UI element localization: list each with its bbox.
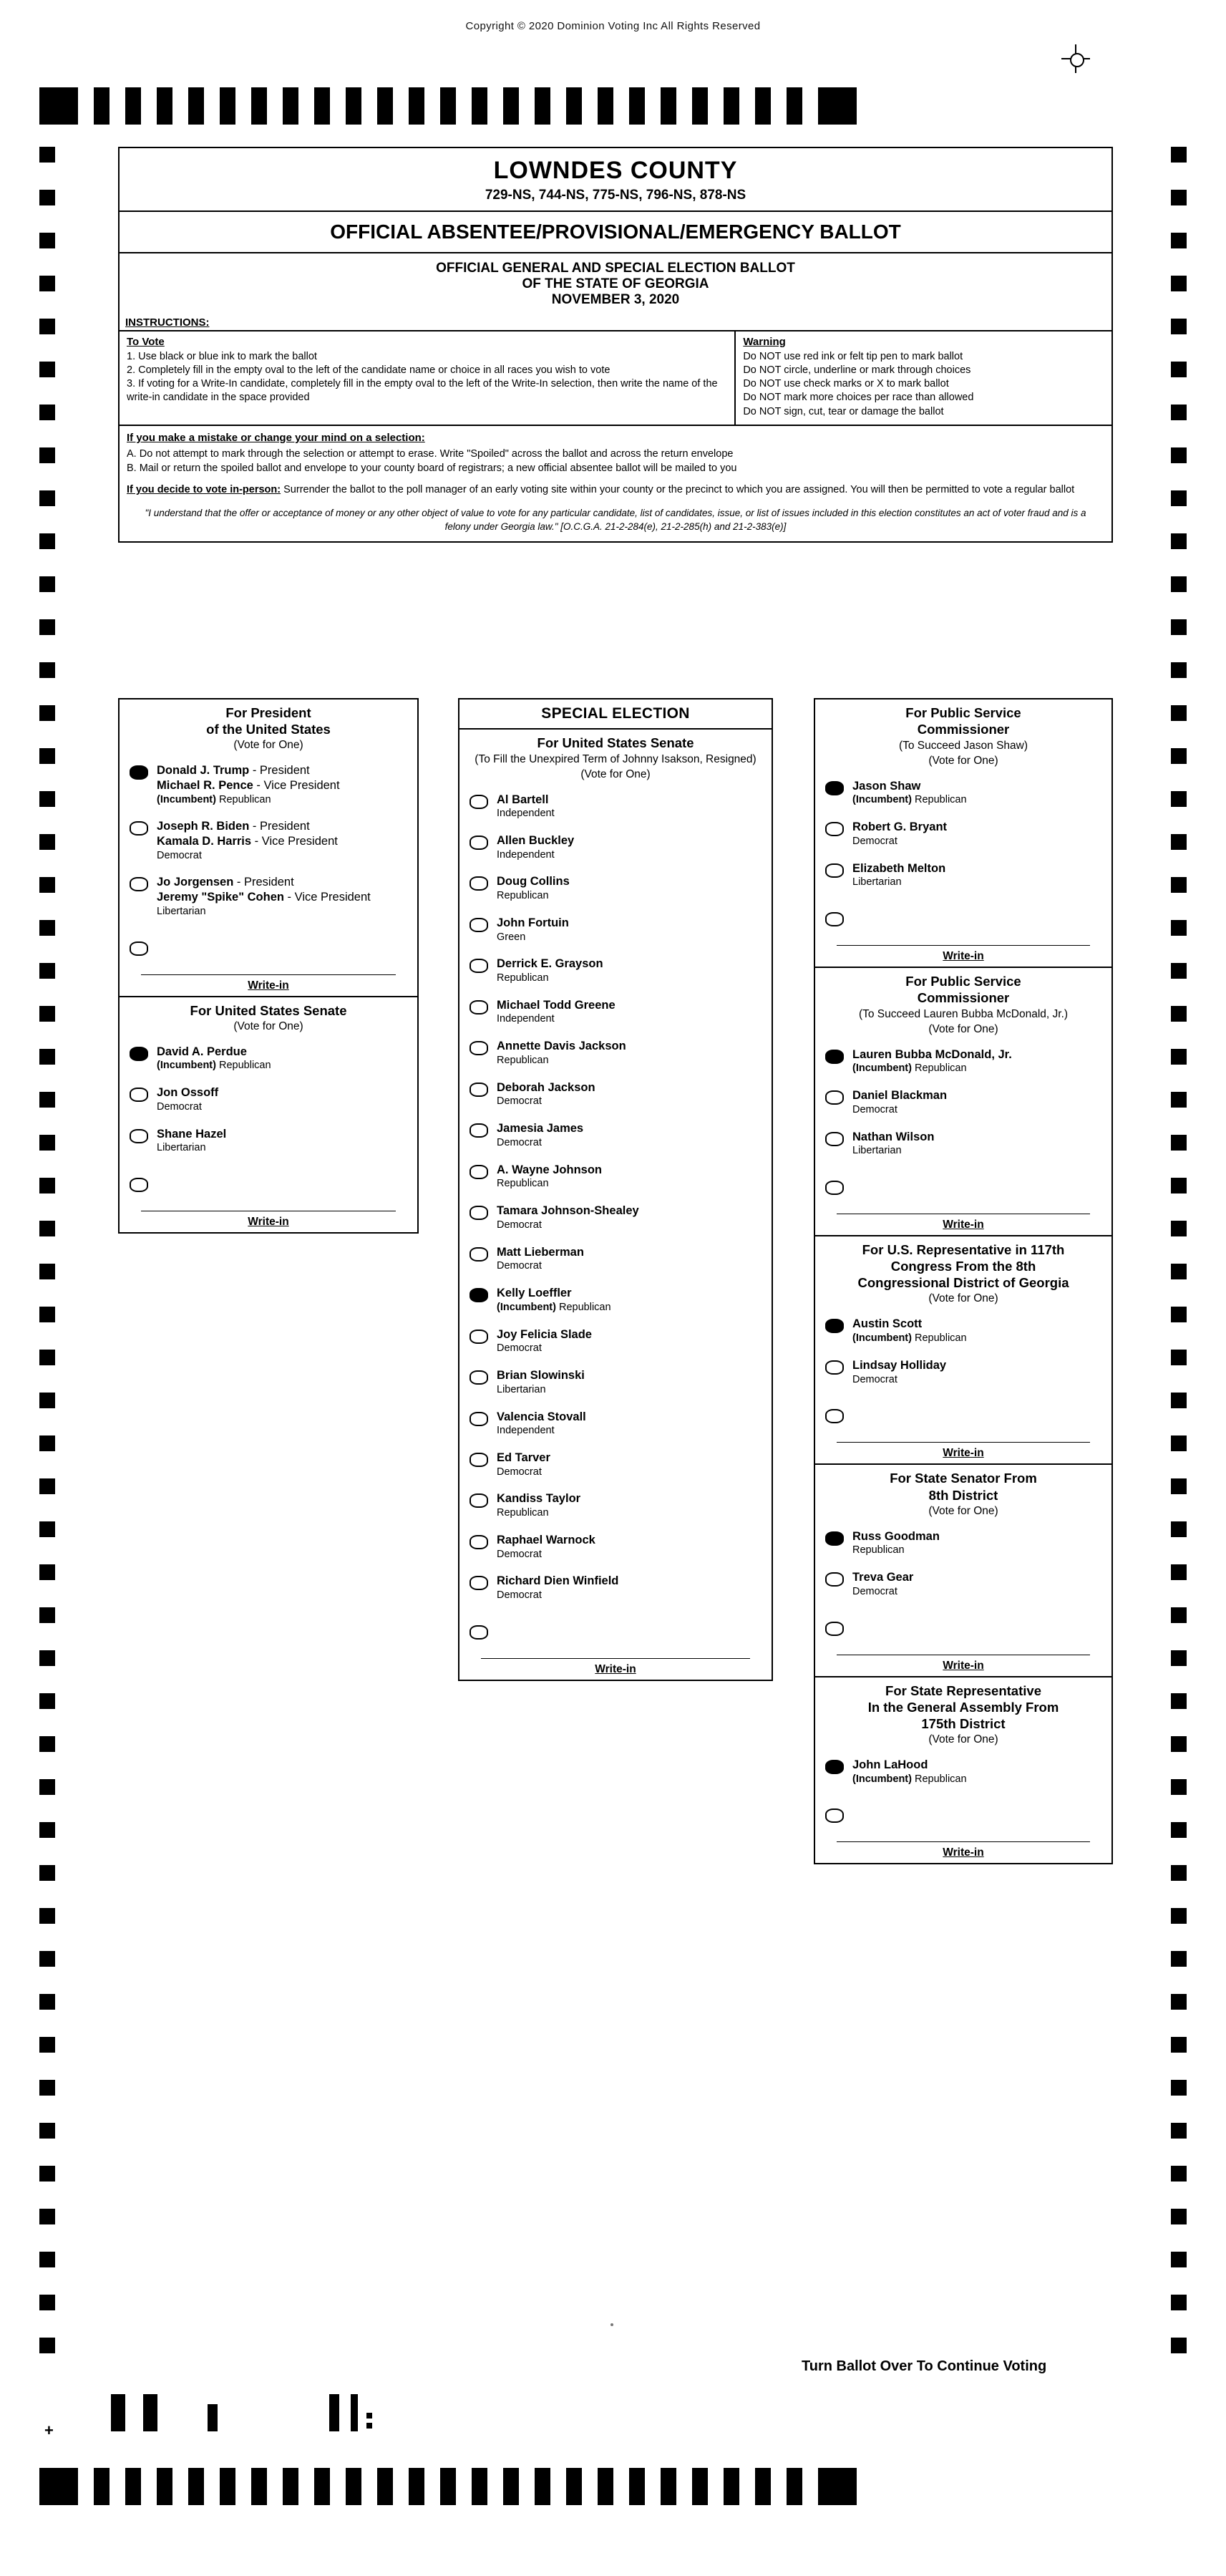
warning-line: Do NOT circle, underline or mark through choices <box>743 364 971 377</box>
candidate-name: Jon Ossoff <box>157 1086 219 1100</box>
vote-oval[interactable] <box>470 1535 488 1549</box>
party-label: Democrat <box>497 1589 542 1602</box>
party-label: Democrat <box>497 1136 542 1148</box>
party-label: Democrat <box>497 1342 542 1355</box>
timing-marks-right <box>1171 147 1187 2381</box>
candidate-option[interactable] <box>815 1564 1111 1604</box>
candidate-name: Kandiss Taylor <box>497 1492 581 1506</box>
vote-oval-filled[interactable] <box>825 1531 844 1546</box>
contest-title: For United States Senate <box>190 1002 347 1018</box>
write-in-area[interactable] <box>120 925 417 979</box>
write-in-label: Write-in <box>943 1659 984 1672</box>
candidate-name: Nathan Wilson <box>852 1130 935 1143</box>
candidate-option[interactable] <box>459 909 772 950</box>
candidate-name: Deborah Jackson <box>497 1080 595 1094</box>
vote-oval-write-in[interactable] <box>470 1625 488 1640</box>
election-date: NOVEMBER 3, 2020 <box>551 292 680 307</box>
contest-psc-mcdonald <box>814 968 1113 1236</box>
candidate-name: Jason Shaw <box>852 779 921 793</box>
candidate-name: Jo Jorgensen <box>157 876 234 889</box>
party-label: Libertarian <box>852 876 902 888</box>
timing-marks-bottom <box>39 2468 857 2505</box>
contest-title: For State Senator From 8th District <box>890 1471 1037 1503</box>
vote-oval[interactable] <box>825 1360 844 1375</box>
candidate-name: Shane Hazel <box>157 1127 227 1141</box>
write-in-line[interactable] <box>141 974 396 975</box>
candidate-name: Derrick E. Grayson <box>497 957 603 971</box>
mistake-line-a: A. Do not attempt to mark through the selection or attempt to erase. Write "Spoiled" across the ballot and across the return envelope <box>127 447 734 460</box>
to-vote-line: 1. Use black or blue ink to mark the ballot <box>127 351 317 362</box>
vote-for-instruction: (Vote for One) <box>233 739 303 752</box>
party-label: Libertarian <box>157 1142 206 1154</box>
party-label: Republican <box>497 972 549 984</box>
party-label: Republican <box>915 1773 967 1785</box>
vote-oval[interactable] <box>825 822 844 836</box>
candidate-name: Valencia Stovall <box>497 1410 586 1423</box>
candidate-option[interactable] <box>459 1197 772 1238</box>
candidate-name: Austin Scott <box>852 1317 923 1331</box>
contest-us-senate-special <box>458 730 773 1681</box>
party-label: Independent <box>497 808 555 820</box>
write-in-label: Write-in <box>595 1662 636 1675</box>
party-label: Democrat <box>852 1373 897 1385</box>
vote-oval[interactable] <box>470 1370 488 1385</box>
vote-oval[interactable] <box>470 1165 488 1179</box>
party-label: Republican <box>852 1544 905 1556</box>
vote-oval-write-in[interactable] <box>825 912 844 926</box>
voter-fraud-oath: "I understand that the offer or acceptance of money or any other object of value to vote for any particular candidate, list of candidates, issue, or list of issues included in this election constitutes an act of voter fraud and is a felony under Georgia law." [O.C.G.A. 21-2-284(e), 21-2-285(h) and 21-2-383(e)] <box>145 507 1086 533</box>
party-label: Republican <box>219 793 271 805</box>
candidate-option[interactable] <box>459 1279 772 1320</box>
plus-mark-icon: + <box>44 2421 54 2439</box>
vote-oval[interactable] <box>470 795 488 809</box>
vote-oval[interactable] <box>130 1129 148 1143</box>
party-label: Republican <box>915 1332 967 1345</box>
candidate-option[interactable] <box>815 1751 1111 1792</box>
party-label: Republican <box>497 890 549 902</box>
timing-marks-top <box>39 87 857 125</box>
candidate-name: Tamara Johnson-Shealey <box>497 1204 639 1218</box>
copyright-notice: Copyright © 2020 Dominion Voting Inc All Rights Reserved <box>465 20 761 32</box>
incumbent-tag: (Incumbent) <box>852 1773 912 1785</box>
incumbent-tag: (Incumbent) <box>852 794 912 806</box>
vote-oval-filled[interactable] <box>825 1760 844 1774</box>
candidate-name: Annette Davis Jackson <box>497 1040 626 1053</box>
candidate-option[interactable] <box>459 868 772 909</box>
vote-oval-write-in[interactable] <box>825 1808 844 1823</box>
incumbent-tag: (Incumbent) <box>852 1062 912 1075</box>
write-in-label: Write-in <box>943 1219 984 1231</box>
vote-oval-write-in[interactable] <box>825 1622 844 1636</box>
party-label: Republican <box>219 1060 271 1072</box>
contest-subtitle: (To Succeed Lauren Bubba McDonald, Jr.) <box>858 1008 1069 1021</box>
candidate-name: Brian Slowinski <box>497 1369 585 1383</box>
mistake-title: If you make a mistake or change your mind on a selection: <box>127 431 425 444</box>
write-in-label: Write-in <box>248 979 289 992</box>
party-label: Democrat <box>497 1219 542 1231</box>
candidate-name: Raphael Warnock <box>497 1533 595 1546</box>
precinct-codes: 729-NS, 744-NS, 775-NS, 796-NS, 878-NS <box>485 188 746 203</box>
warning-line: Do NOT use red ink or felt tip pen to mark ballot <box>743 351 963 362</box>
candidate-name: Ed Tarver <box>497 1451 550 1464</box>
vote-oval-filled[interactable] <box>130 1047 148 1061</box>
write-in-area[interactable] <box>815 1605 1111 1660</box>
vote-oval[interactable] <box>470 1000 488 1015</box>
candidate-role: - President <box>249 820 310 833</box>
vote-oval[interactable] <box>130 821 148 836</box>
candidate-name: A. Wayne Johnson <box>497 1163 602 1176</box>
contest-state-senator <box>814 1465 1113 1677</box>
candidate-name: David A. Perdue <box>157 1045 247 1058</box>
running-mate-name: Michael R. Pence <box>157 778 253 792</box>
ballot-subtitle-2: OF THE STATE OF GEORGIA <box>522 276 709 291</box>
party-label: Republican <box>497 1178 549 1190</box>
candidate-name: Michael Todd Greene <box>497 998 616 1012</box>
candidate-name: Lauren Bubba McDonald, Jr. <box>852 1047 1012 1061</box>
candidate-name: Allen Buckley <box>497 833 575 847</box>
to-vote-line: 3. If voting for a Write-In candidate, completely fill in the empty oval to the left of the Write-In selection, then write the name of the write-in candidate in the space provided <box>127 378 718 404</box>
write-in-line[interactable] <box>481 1658 750 1659</box>
running-mate-name: Kamala D. Harris <box>157 834 252 848</box>
column-2 <box>458 698 773 1681</box>
contest-title: For President of the United States <box>206 705 331 737</box>
vote-for-instruction: (Vote for One) <box>233 1020 303 1032</box>
to-vote-line: 2. Completely fill in the empty oval to the left of the candidate name or choice in all races you wish to vote <box>127 364 610 377</box>
candidate-name: Lindsay Holliday <box>852 1358 947 1372</box>
candidate-name: Elizabeth Melton <box>852 861 946 875</box>
candidate-option[interactable] <box>120 868 417 924</box>
party-label: Republican <box>915 794 967 806</box>
candidate-option[interactable] <box>815 855 1111 896</box>
candidate-name: Jamesia James <box>497 1122 584 1136</box>
vote-oval[interactable] <box>470 836 488 850</box>
write-in-area[interactable] <box>815 1393 1111 1447</box>
warning-line: Do NOT sign, cut, tear or damage the ballot <box>743 405 944 417</box>
vote-oval-write-in[interactable] <box>130 941 148 956</box>
vote-oval[interactable] <box>470 876 488 891</box>
candidate-option[interactable] <box>459 1156 772 1197</box>
turn-ballot-instruction: Turn Ballot Over To Continue Voting <box>802 2358 1047 2374</box>
vote-for-instruction: (Vote for One) <box>928 1504 998 1517</box>
party-label: Independent <box>497 848 555 861</box>
candidate-option[interactable] <box>459 1444 772 1485</box>
candidate-option[interactable] <box>120 1079 417 1120</box>
vote-oval[interactable] <box>470 1247 488 1262</box>
write-in-area[interactable] <box>120 1161 417 1216</box>
candidate-name: Al Bartell <box>497 793 549 806</box>
party-label: Democrat <box>497 1548 542 1560</box>
to-vote-instructions <box>120 331 734 425</box>
vote-for-instruction: (Vote for One) <box>928 1733 998 1745</box>
contest-title: For Public Service Commissioner <box>905 705 1021 737</box>
candidate-option[interactable] <box>120 813 417 868</box>
vote-oval-filled[interactable] <box>825 781 844 795</box>
vote-oval-filled[interactable] <box>825 1050 844 1064</box>
vote-oval[interactable] <box>470 1123 488 1138</box>
vote-oval[interactable] <box>470 1206 488 1220</box>
running-mate-role: - Vice President <box>253 778 340 792</box>
vote-oval[interactable] <box>470 1330 488 1344</box>
candidate-option[interactable] <box>815 1310 1111 1351</box>
write-in-line[interactable] <box>837 1841 1090 1842</box>
page-speck <box>610 2323 613 2326</box>
vote-oval[interactable] <box>470 1041 488 1055</box>
party-label: Libertarian <box>157 905 206 917</box>
contest-title: For U.S. Representative in 117th Congress From the 8th Congressional District of Georgia <box>857 1242 1069 1291</box>
instructions-block <box>120 330 1111 426</box>
contest-president <box>118 698 419 997</box>
write-in-area[interactable] <box>815 1164 1111 1219</box>
candidate-name: Kelly Loeffler <box>497 1287 572 1300</box>
county-name: LOWNDES COUNTY <box>493 157 738 184</box>
vote-oval[interactable] <box>470 1083 488 1097</box>
vote-oval[interactable] <box>470 1412 488 1426</box>
candidate-option[interactable] <box>459 786 772 827</box>
party-label: Democrat <box>497 1466 542 1478</box>
candidate-name: Joseph R. Biden <box>157 820 250 833</box>
party-label: Independent <box>497 1425 555 1437</box>
candidate-name: Daniel Blackman <box>852 1089 948 1103</box>
incumbent-tag: (Incumbent) <box>157 1060 216 1072</box>
write-in-line[interactable] <box>837 945 1090 946</box>
vote-oval[interactable] <box>470 959 488 973</box>
contest-state-representative <box>814 1677 1113 1865</box>
incumbent-tag: (Incumbent) <box>157 793 216 805</box>
candidate-option[interactable] <box>459 1567 772 1608</box>
warning-title: Warning <box>743 336 786 348</box>
candidate-option[interactable] <box>459 1321 772 1362</box>
party-label: Republican <box>559 1301 611 1313</box>
write-in-area[interactable] <box>459 1609 772 1663</box>
warning-line: Do NOT mark more choices per race than allowed <box>743 392 974 404</box>
column-3 <box>814 698 1113 1864</box>
write-in-area[interactable] <box>815 1792 1111 1846</box>
vote-oval[interactable] <box>825 1132 844 1146</box>
party-label: Green <box>497 931 526 943</box>
party-label: Democrat <box>852 1585 897 1597</box>
candidate-option[interactable] <box>815 1123 1111 1164</box>
party-label: Democrat <box>157 849 202 861</box>
running-mate-role: - Vice President <box>283 891 371 904</box>
column-1 <box>118 698 419 1234</box>
vote-oval[interactable] <box>825 1090 844 1105</box>
candidate-option[interactable] <box>459 1032 772 1073</box>
contest-title: For United States Senate <box>537 735 694 750</box>
candidate-option[interactable] <box>459 950 772 991</box>
contest-psc-shaw <box>814 698 1113 968</box>
candidate-option[interactable] <box>459 992 772 1032</box>
vote-oval[interactable] <box>825 863 844 878</box>
candidate-option[interactable] <box>815 773 1111 813</box>
candidate-name: Joy Felicia Slade <box>497 1327 592 1341</box>
mistake-instructions <box>120 426 1111 479</box>
candidate-option[interactable] <box>459 1403 772 1444</box>
ballot-type-title: OFFICIAL ABSENTEE/PROVISIONAL/EMERGENCY BALLOT <box>330 221 901 243</box>
party-label: Democrat <box>852 835 897 847</box>
party-label: Republican <box>497 1507 549 1519</box>
candidate-role: - President <box>233 876 294 889</box>
party-label: Libertarian <box>852 1145 902 1157</box>
timing-marks-bottom-partial <box>43 2391 401 2441</box>
party-label: Democrat <box>497 1260 542 1272</box>
candidate-option[interactable] <box>120 1120 417 1161</box>
warning-line: Do NOT use check marks or X to mark ballot <box>743 378 949 390</box>
vote-oval-write-in[interactable] <box>825 1181 844 1195</box>
in-person-text: Surrender the ballot to the poll manager of an early voting site within your county or the precinct to which you are assigned. You will then be permitted to vote a regular ballot <box>283 484 1075 496</box>
instructions-label: INSTRUCTIONS: <box>125 316 210 329</box>
candidate-role: - President <box>249 764 310 778</box>
contest-title: For State Representative In the General Assembly From 175th District <box>867 1682 1059 1731</box>
candidate-option[interactable] <box>459 1362 772 1403</box>
vote-oval[interactable] <box>130 1088 148 1102</box>
warning-instructions <box>734 331 1111 425</box>
write-in-label: Write-in <box>943 1846 984 1859</box>
in-person-instructions <box>120 478 1111 501</box>
contest-us-representative <box>814 1236 1113 1465</box>
candidate-name: Robert G. Bryant <box>852 820 948 834</box>
candidate-option[interactable] <box>459 1239 772 1279</box>
mistake-line-b: B. Mail or return the spoiled ballot and envelope to your county board of registrars; a new official absentee ballot will be mailed to you <box>127 462 737 474</box>
vote-for-instruction: (Vote for One) <box>928 1022 998 1035</box>
candidate-option[interactable] <box>815 813 1111 854</box>
vote-oval[interactable] <box>470 918 488 932</box>
candidate-name: John Fortuin <box>497 916 569 929</box>
vote-oval-filled[interactable] <box>470 1288 488 1302</box>
timing-marks-left <box>39 147 55 2381</box>
candidate-option[interactable] <box>459 827 772 868</box>
running-mate-role: - Vice President <box>251 834 338 848</box>
party-label: Republican <box>497 1054 549 1066</box>
party-label: Libertarian <box>497 1383 546 1395</box>
in-person-label: If you decide to vote in-person: <box>127 484 281 496</box>
write-in-area[interactable] <box>815 896 1111 950</box>
party-label: Republican <box>915 1062 967 1075</box>
special-election-banner <box>458 698 773 730</box>
candidate-name: Doug Collins <box>497 875 570 888</box>
party-label: Democrat <box>497 1095 542 1108</box>
vote-oval[interactable] <box>470 1453 488 1467</box>
party-label: Democrat <box>157 1100 202 1113</box>
ballot-subtitle-1: OFFICIAL GENERAL AND SPECIAL ELECTION BALLOT <box>436 261 795 276</box>
ballot-header <box>118 147 1113 543</box>
write-in-label: Write-in <box>943 1447 984 1460</box>
candidate-option[interactable] <box>815 1082 1111 1123</box>
candidate-option[interactable] <box>459 1115 772 1156</box>
special-election-title: SPECIAL ELECTION <box>541 705 690 722</box>
vote-oval-write-in[interactable] <box>825 1409 844 1423</box>
vote-oval-filled[interactable] <box>825 1319 844 1333</box>
candidate-option[interactable] <box>815 1041 1111 1082</box>
vote-oval[interactable] <box>130 877 148 891</box>
vote-oval[interactable] <box>470 1493 488 1508</box>
candidate-option[interactable] <box>120 757 417 813</box>
contest-us-senate <box>118 997 419 1234</box>
write-in-label: Write-in <box>248 1216 289 1229</box>
candidate-name: Donald J. Trump <box>157 764 250 778</box>
vote-for-instruction: (Vote for One) <box>580 768 651 780</box>
candidate-option[interactable] <box>459 1485 772 1526</box>
candidate-option[interactable] <box>459 1526 772 1567</box>
candidate-option[interactable] <box>120 1038 417 1079</box>
vote-for-instruction: (Vote for One) <box>928 754 998 767</box>
candidate-name: Matt Lieberman <box>497 1245 584 1259</box>
running-mate-name: Jeremy "Spike" Cohen <box>157 891 284 904</box>
registration-mark-icon <box>1061 44 1090 73</box>
candidate-name: Russ Goodman <box>852 1529 940 1543</box>
contest-subtitle: (To Succeed Jason Shaw) <box>898 740 1028 752</box>
write-in-label: Write-in <box>943 950 984 963</box>
incumbent-tag: (Incumbent) <box>852 1332 912 1345</box>
vote-oval-write-in[interactable] <box>130 1178 148 1192</box>
vote-oval-filled[interactable] <box>130 765 148 780</box>
contest-subtitle: (To Fill the Unexpired Term of Johnny Isakson, Resigned) <box>475 753 756 766</box>
vote-oval[interactable] <box>825 1572 844 1587</box>
candidate-option[interactable] <box>459 1074 772 1115</box>
to-vote-title: To Vote <box>127 336 165 348</box>
party-label: Independent <box>497 1013 555 1025</box>
candidate-name: John LaHood <box>852 1758 928 1771</box>
party-label: Democrat <box>852 1103 897 1115</box>
vote-for-instruction: (Vote for One) <box>928 1292 998 1305</box>
contest-title: For Public Service Commissioner <box>905 974 1021 1006</box>
vote-oval[interactable] <box>470 1576 488 1590</box>
incumbent-tag: (Incumbent) <box>497 1301 556 1313</box>
candidate-option[interactable] <box>815 1352 1111 1393</box>
write-in-line[interactable] <box>837 1442 1090 1443</box>
candidate-name: Treva Gear <box>852 1571 914 1584</box>
candidate-option[interactable] <box>815 1523 1111 1564</box>
candidate-name: Richard Dien Winfield <box>497 1574 619 1588</box>
